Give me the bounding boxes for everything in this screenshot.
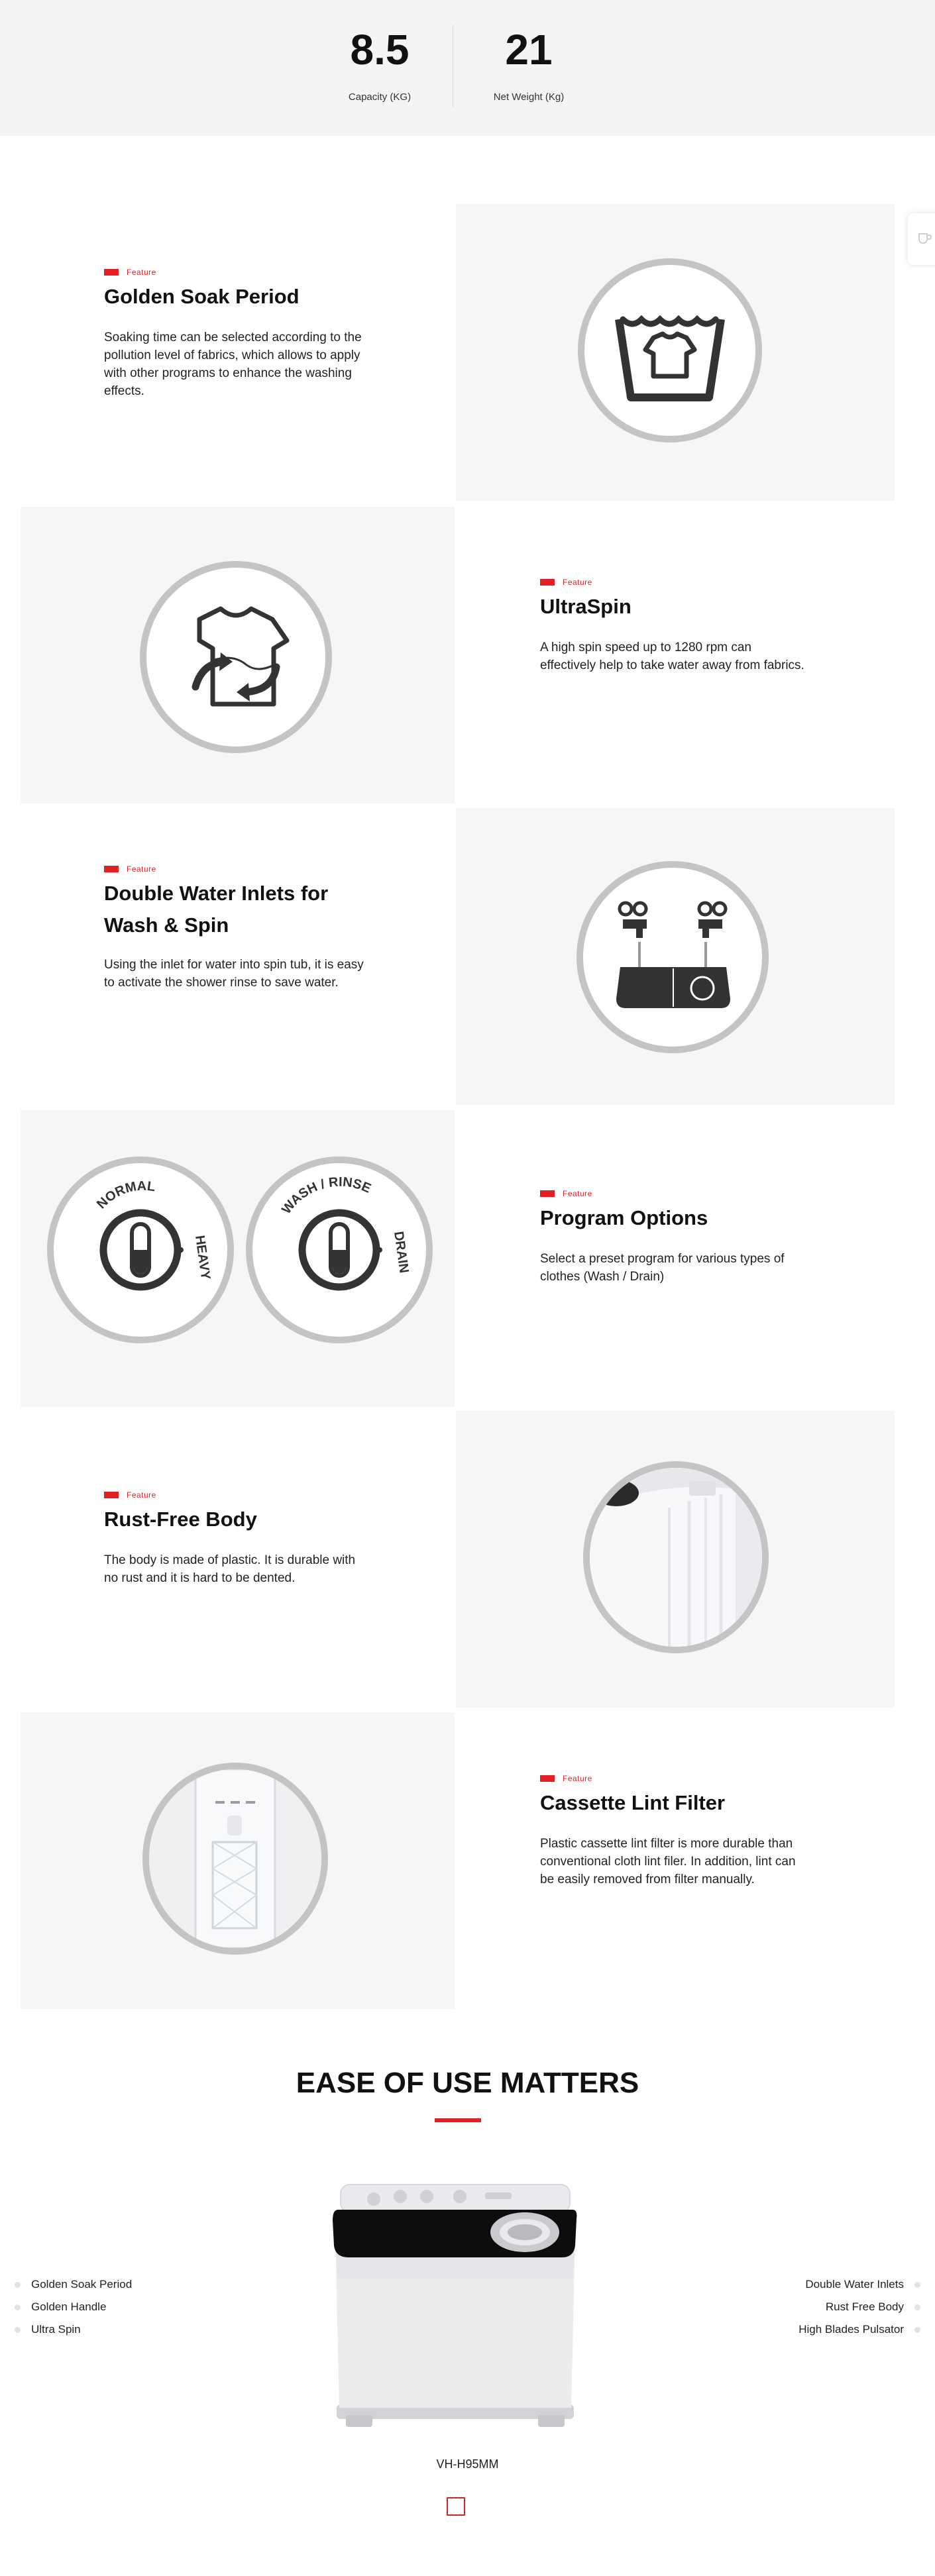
feature-tag: Feature xyxy=(104,864,382,874)
side-floating-tab[interactable] xyxy=(908,213,935,265)
knob-label-heavy: HEAVY xyxy=(192,1234,213,1281)
feature-tag: Feature xyxy=(540,1189,818,1198)
feature-tag: Feature xyxy=(104,268,382,277)
tag-marker xyxy=(540,1775,555,1782)
feature-title: Double Water Inlets for Wash & Spin xyxy=(104,882,329,937)
feature-desc: The body is made of plastic. It is durable with no rust and it is hard to be dented. xyxy=(104,1553,356,1585)
feature-title: Rust-Free Body xyxy=(104,1508,257,1531)
net-weight-label: Net Weight (Kg) xyxy=(493,91,565,103)
feature-tag: Feature xyxy=(540,1774,818,1783)
color-swatch[interactable] xyxy=(447,2497,465,2516)
ease-left-item[interactable]: Golden Soak Period xyxy=(15,2273,132,2296)
ease-left-item[interactable]: Ultra Spin xyxy=(15,2318,132,2341)
knob-label-normal: NORMAL xyxy=(94,1178,156,1212)
svg-text:WASH / RINSE xyxy=(279,1175,373,1217)
hotspot-dot xyxy=(15,2327,21,2333)
ease-right-list xyxy=(798,2273,920,2341)
feature-text-5 xyxy=(104,1490,382,1587)
hotspot-dot xyxy=(914,2282,920,2288)
tag-marker xyxy=(104,1492,119,1498)
feature-text-6 xyxy=(540,1774,818,1888)
feature-desc: Plastic cassette lint filter is more durable than conventional cloth lint filer. In addition, lint can be easily removed from filter manually. xyxy=(540,1837,796,1886)
feature-text-2 xyxy=(540,578,818,674)
feature-image-panel-2 xyxy=(21,507,455,803)
tag-marker xyxy=(540,579,555,586)
double-tap-icon xyxy=(577,861,769,1053)
feature-text-4 xyxy=(540,1189,818,1286)
feature-desc: A high spin speed up to 1280 rpm can effectively help to take water away from fabrics. xyxy=(540,641,804,672)
hotspot-dot xyxy=(914,2327,920,2333)
lint-filter-icon xyxy=(142,1763,328,1955)
ease-title-underline xyxy=(435,2118,481,2122)
program-knob-icon-2 xyxy=(246,1157,433,1343)
feature-text-1 xyxy=(104,268,382,400)
feature-text-3 xyxy=(104,864,382,992)
washing-machine-image xyxy=(326,2179,584,2431)
knob-label-wash-rinse: WASH / RINSE xyxy=(279,1174,374,1217)
soak-basin-icon xyxy=(578,258,762,442)
hotspot-dot xyxy=(914,2304,920,2310)
feature-desc: Soaking time can be selected according to the pollution level of fabrics, which allows to apply with other programs to enhance the washing effects. xyxy=(104,331,362,398)
feature-image-panel-1 xyxy=(456,204,895,501)
feature-title: UltraSpin xyxy=(540,595,632,618)
svg-text:NORMAL xyxy=(94,1179,156,1212)
hotspot-dot xyxy=(15,2282,21,2288)
feature-tag: Feature xyxy=(104,1490,382,1500)
knob-label-drain: DRAIN xyxy=(391,1230,412,1274)
tag-marker xyxy=(104,269,119,276)
tag-marker xyxy=(104,866,119,872)
feature-image-panel-3 xyxy=(456,808,895,1105)
feature-title: Cassette Lint Filter xyxy=(540,1791,726,1814)
spin-shirt-icon xyxy=(140,561,332,753)
ease-right-item[interactable]: Double Water Inlets xyxy=(798,2273,920,2296)
feature-image-panel-6 xyxy=(21,1712,455,2009)
hotspot-dot xyxy=(15,2304,21,2310)
ease-right-item[interactable]: High Blades Pulsator xyxy=(798,2318,920,2341)
feature-title: Program Options xyxy=(540,1206,708,1229)
cup-icon xyxy=(917,231,932,245)
model-number: VH-H95MM xyxy=(436,2457,499,2471)
net-weight-value: 21 xyxy=(505,26,553,74)
capacity-value: 8.5 xyxy=(350,26,410,74)
feature-image-panel-4 xyxy=(21,1110,455,1407)
ease-left-item[interactable]: Golden Handle xyxy=(15,2296,132,2318)
feature-title: Golden Soak Period xyxy=(104,285,300,308)
ease-left-list xyxy=(15,2273,132,2341)
specs-band xyxy=(0,0,935,136)
feature-image-panel-5 xyxy=(456,1411,895,1708)
program-knob-icon xyxy=(47,1157,234,1343)
ease-right-item[interactable]: Rust Free Body xyxy=(798,2296,920,2318)
capacity-label: Capacity (KG) xyxy=(348,91,412,103)
plastic-body-icon xyxy=(583,1461,769,1653)
feature-desc: Select a preset program for various types of clothes (Wash / Drain) xyxy=(540,1252,785,1284)
tag-marker xyxy=(540,1190,555,1197)
feature-tag: Feature xyxy=(540,578,818,587)
ease-section-title: EASE OF USE MATTERS xyxy=(296,2067,639,2099)
feature-desc: Using the inlet for water into spin tub, it is easy to activate the shower rinse to save water. xyxy=(104,958,364,990)
